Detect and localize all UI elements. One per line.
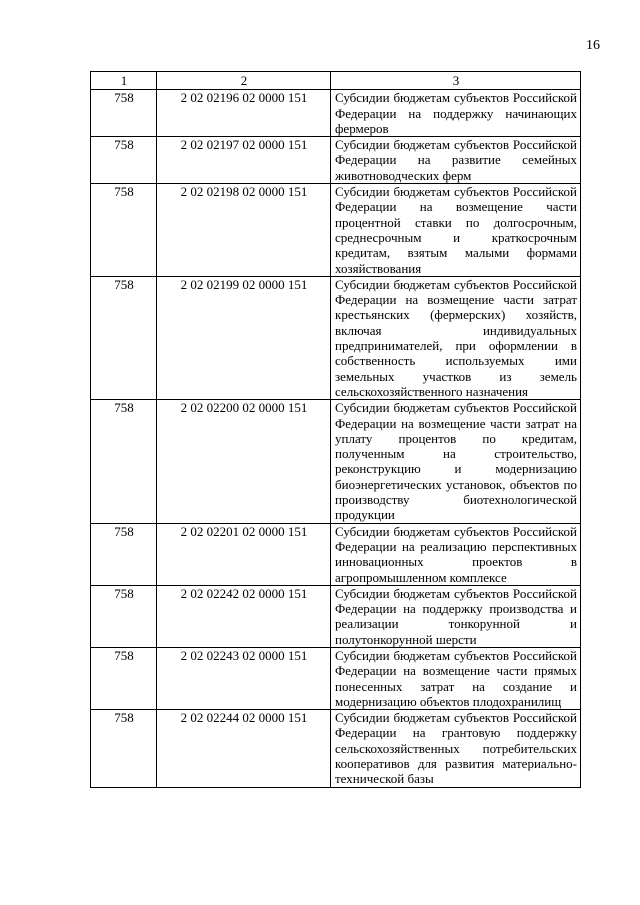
page-number: 16 — [586, 38, 600, 53]
budget-code-cell: 2 02 02242 02 0000 151 — [157, 585, 331, 647]
admin-code-cell: 758 — [91, 184, 157, 277]
revenue-name-cell: Субсидии бюджетам субъектов Российской Федерации на возмещение части затрат на уплату процентов по кредитам, полученным на строительство, реконструкцию и модернизацию биоэнергетических установок, объектов по производству биотехнологической продукции — [331, 400, 581, 523]
budget-code-cell: 2 02 02199 02 0000 151 — [157, 276, 331, 399]
revenue-name-cell: Субсидии бюджетам субъектов Российской Федерации на возмещение части затрат крестьянских (фермерских) хозяйств, включая индивидуальных предпринимателей, при оформлении в собственность используемых ими земельных участков из земель сельскохозяйственного назначения — [331, 276, 581, 399]
column-header-1: 1 — [91, 72, 157, 90]
revenue-name-cell: Субсидии бюджетам субъектов Российской Федерации на возмещение части процентной ставки по долгосрочным, среднесрочным и краткосрочным кредитам, взятым малыми формами хозяйствования — [331, 184, 581, 277]
admin-code-cell: 758 — [91, 90, 157, 137]
header-row — [91, 72, 581, 90]
budget-code-cell: 2 02 02198 02 0000 151 — [157, 184, 331, 277]
revenue-name-cell: Субсидии бюджетам субъектов Российской Федерации на возмещение части прямых понесенных затрат на создание и модернизацию объектов плодохранилищ — [331, 647, 581, 709]
admin-code-cell: 758 — [91, 647, 157, 709]
admin-code-cell: 758 — [91, 585, 157, 647]
revenue-name-cell: Субсидии бюджетам субъектов Российской Федерации на поддержку начинающих фермеров — [331, 90, 581, 137]
revenue-name-cell: Субсидии бюджетам субъектов Российской Федерации на грантовую поддержку сельскохозяйственных потребительских кооперативов для развития материально-технической базы — [331, 710, 581, 787]
revenue-name-cell: Субсидии бюджетам субъектов Российской Федерации на поддержку производства и реализации тонкорунной и полутонкорунной шерсти — [331, 585, 581, 647]
admin-code-cell: 758 — [91, 276, 157, 399]
table-row — [91, 710, 581, 787]
table-row — [91, 585, 581, 647]
table-row — [91, 647, 581, 709]
table-row — [91, 184, 581, 277]
table-row — [91, 90, 581, 137]
budget-code-cell: 2 02 02244 02 0000 151 — [157, 710, 331, 787]
admin-code-cell: 758 — [91, 400, 157, 523]
budget-classification-table — [90, 71, 581, 788]
budget-code-cell: 2 02 02200 02 0000 151 — [157, 400, 331, 523]
admin-code-cell: 758 — [91, 523, 157, 585]
column-header-2: 2 — [157, 72, 331, 90]
table-row — [91, 523, 581, 585]
revenue-name-cell: Субсидии бюджетам субъектов Российской Федерации на реализацию перспективных инновационных проектов в агропромышленном комплексе — [331, 523, 581, 585]
budget-code-cell: 2 02 02243 02 0000 151 — [157, 647, 331, 709]
budget-code-cell: 2 02 02197 02 0000 151 — [157, 137, 331, 184]
table-row — [91, 400, 581, 523]
table-row — [91, 137, 581, 184]
admin-code-cell: 758 — [91, 710, 157, 787]
budget-code-cell: 2 02 02196 02 0000 151 — [157, 90, 331, 137]
table-row — [91, 276, 581, 399]
column-header-3: 3 — [331, 72, 581, 90]
admin-code-cell: 758 — [91, 137, 157, 184]
budget-code-cell: 2 02 02201 02 0000 151 — [157, 523, 331, 585]
table-body — [91, 90, 581, 787]
revenue-name-cell: Субсидии бюджетам субъектов Российской Федерации на развитие семейных животноводческих ферм — [331, 137, 581, 184]
table-header — [91, 72, 581, 90]
